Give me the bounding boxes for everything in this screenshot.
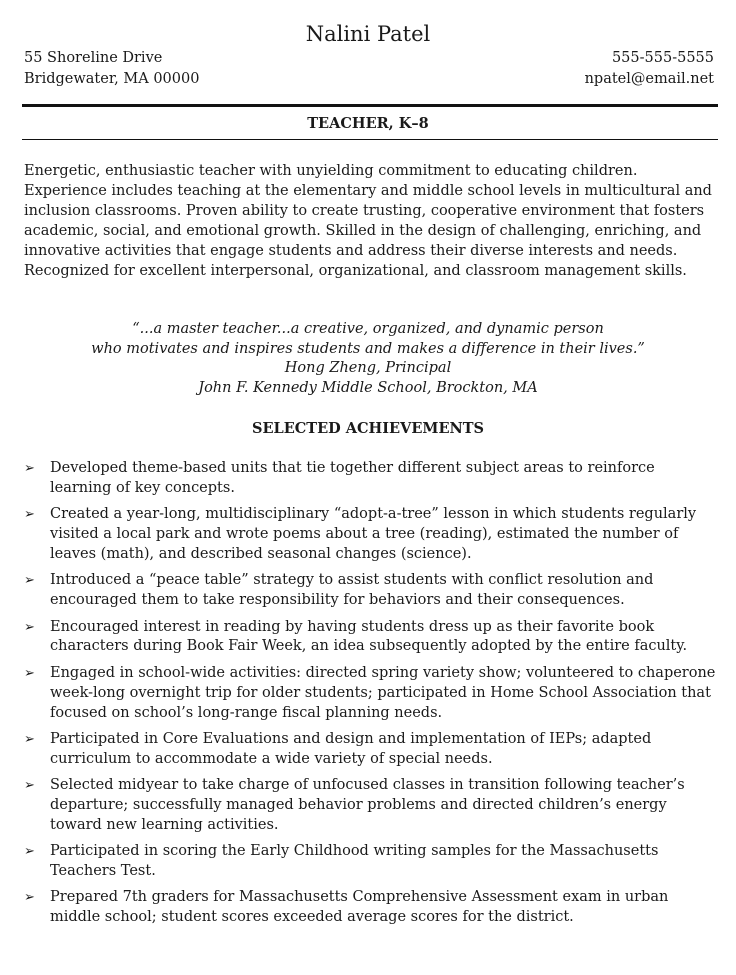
list-item bbox=[24, 730, 716, 770]
achievement-text: Created a year-long, multidisciplinary “adopt-a-tree” lesson in which students regularly visited a local park and wrote poems about a tree (reading), estimated the number of leaves (math), and described seasonal changes (science). bbox=[50, 506, 697, 563]
list-item bbox=[24, 618, 716, 658]
address-block bbox=[24, 48, 199, 90]
list-item bbox=[24, 842, 716, 882]
candidate-name: Nalini Patel bbox=[305, 22, 431, 46]
arrow-bullet-icon: ➢ bbox=[24, 778, 35, 794]
achievements-list bbox=[24, 459, 716, 935]
contact-block bbox=[585, 48, 714, 90]
header-divider-thin bbox=[22, 139, 718, 140]
list-item bbox=[24, 776, 716, 836]
achievement-text: Encouraged interest in reading by having students dress up as their favorite book characters during Book Fair Week, an idea subsequently adopted by the entire faculty. bbox=[50, 618, 688, 655]
list-item bbox=[24, 888, 716, 928]
testimonial-line-1: “...a master teacher...a creative, organized, and dynamic person bbox=[132, 321, 604, 337]
arrow-bullet-icon: ➢ bbox=[24, 461, 35, 476]
arrow-bullet-icon: ➢ bbox=[24, 619, 35, 635]
achievement-text: Participated in Core Evaluations and design and implementation of IEPs; adapted curriculum to accommodate a wide variety of special needs. bbox=[50, 730, 652, 767]
testimonial-school: John F. Kennedy Middle School, Brockton, MA bbox=[198, 379, 538, 396]
achievement-text: Selected midyear to take charge of unfocused classes in transition following teacher’s departure; successfully managed behavior problems and directed children’s energy toward new learning activities. bbox=[50, 777, 685, 833]
arrow-bullet-icon: ➢ bbox=[24, 507, 35, 523]
list-item bbox=[24, 505, 716, 565]
testimonial-line-2: who motivates and inspires students and makes a difference in their lives.” bbox=[91, 340, 645, 357]
testimonial bbox=[0, 320, 736, 398]
address-line-1: 55 Shoreline Drive bbox=[24, 50, 163, 66]
list-item bbox=[24, 664, 716, 724]
arrow-bullet-icon: ➢ bbox=[24, 890, 35, 906]
arrow-bullet-icon: ➢ bbox=[24, 573, 35, 589]
arrow-bullet-icon: ➢ bbox=[24, 731, 35, 747]
achievement-text: Participated in scoring the Early Childhood writing samples for the Massachusetts Teachers Test. bbox=[50, 843, 659, 880]
email-address: npatel@email.net bbox=[584, 71, 714, 87]
phone-number: 555-555-5555 bbox=[611, 50, 714, 66]
list-item bbox=[24, 459, 716, 499]
header-divider-thick bbox=[22, 104, 718, 107]
achievement-text: Developed theme-based units that tie together different subject areas to reinforce learning of key concepts. bbox=[50, 460, 655, 496]
testimonial-author: Hong Zheng, Principal bbox=[284, 360, 452, 376]
job-title: TEACHER, K–8 bbox=[307, 115, 429, 132]
achievement-text: Introduced a “peace table” strategy to assist students with conflict resolution and encouraged them to take responsibility for behaviors and their consequences. bbox=[50, 572, 654, 609]
arrow-bullet-icon: ➢ bbox=[24, 665, 35, 681]
list-item bbox=[24, 571, 716, 611]
achievement-text: Engaged in school-wide activities: directed spring variety show; volunteered to chaperone week-long overnight trip for older students; participated in Home School Association that focused on school’s long-range fiscal planning needs. bbox=[50, 664, 716, 721]
address-line-2: Bridgewater, MA 00000 bbox=[24, 71, 200, 87]
achievement-text: Prepared 7th graders for Massachusetts Comprehensive Assessment exam in urban middle school; student scores exceeded average scores for the district. bbox=[50, 889, 669, 926]
profile-summary: Energetic, enthusiastic teacher with unyielding commitment to educating children. Experience includes teaching at the elementary and middle school levels in multicultural and inclusion classrooms. Proven ability to create trusting, cooperative environment that fosters academic, social, and emotional growth. Skilled in the design of challenging, enriching, and innovative activities that engage students and address their diverse interests and needs. Recognized for excellent interpersonal, organizational, and classroom management skills. bbox=[24, 163, 712, 279]
achievements-heading: SELECTED ACHIEVEMENTS bbox=[251, 420, 485, 437]
arrow-bullet-icon: ➢ bbox=[24, 844, 35, 860]
